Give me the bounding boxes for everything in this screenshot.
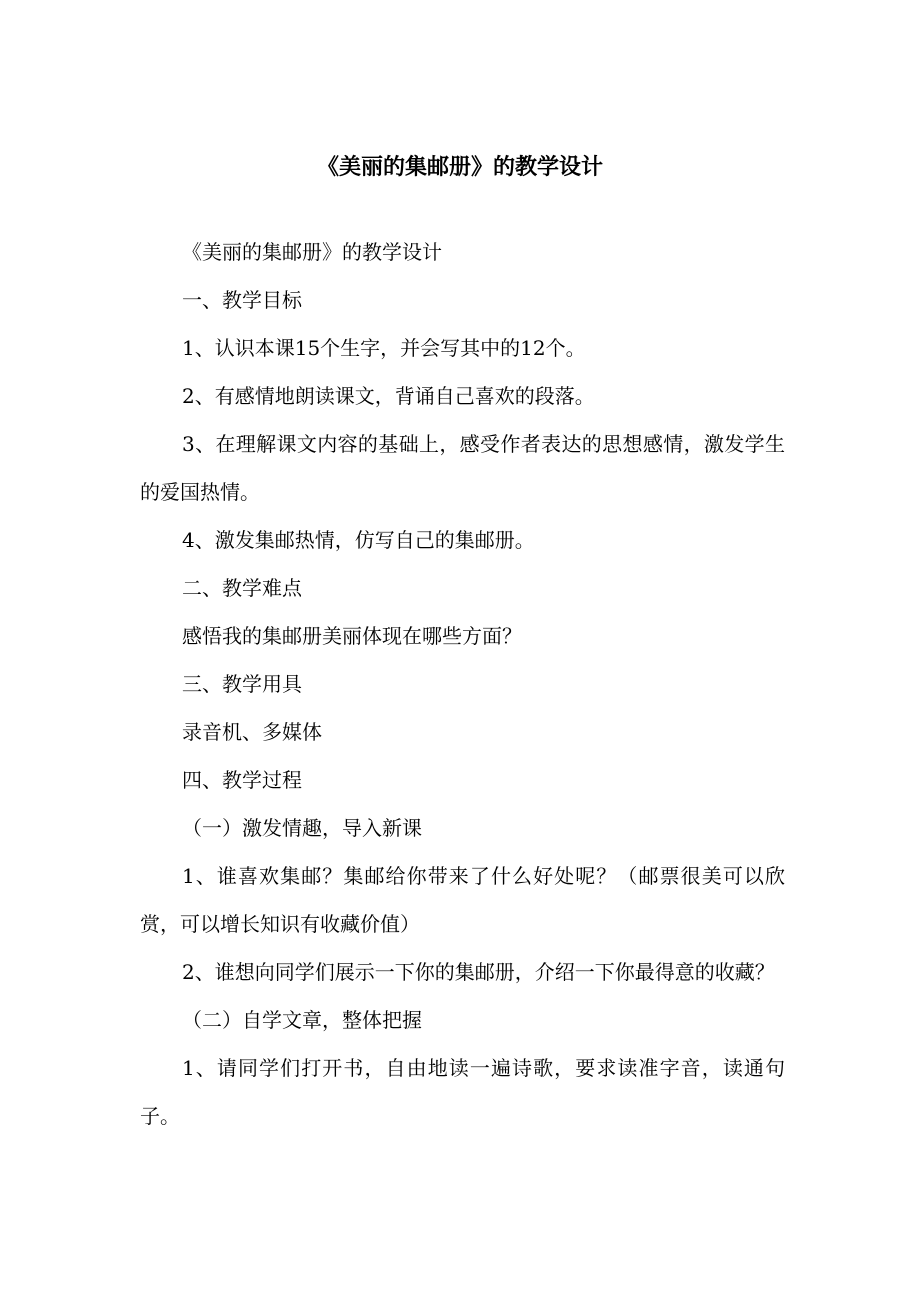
heading-teaching-difficulty: 二、教学难点 (182, 576, 302, 600)
heading-teaching-goals: 一、教学目标 (182, 288, 302, 312)
paragraph-tools: 录音机、多媒体 (182, 720, 322, 744)
paragraph-goal-4: 4、激发集邮热情，仿写自己的集邮册。 (182, 528, 535, 552)
paragraph-goal-2: 2、有感情地朗读课文，背诵自己喜欢的段落。 (182, 384, 595, 408)
paragraph-difficulty: 感悟我的集邮册美丽体现在哪些方面？ (182, 624, 522, 648)
subheading-step-2: （二）自学文章，整体把握 (182, 1008, 422, 1032)
paragraph-step-2-item-1: 1、请同学们打开书，自由地读一遍诗歌，要求读准字音，读通句子。 (140, 1056, 785, 1128)
subheading-step-1: （一）激发情趣，导入新课 (182, 816, 422, 840)
paragraph-subtitle: 《美丽的集邮册》的教学设计 (182, 240, 442, 264)
heading-teaching-tools: 三、教学用具 (182, 672, 302, 696)
document-body (140, 228, 785, 1140)
paragraph-goal-3: 3、在理解课文内容的基础上，感受作者表达的思想感情，激发学生的爱国热情。 (140, 432, 785, 504)
heading-teaching-process: 四、教学过程 (182, 768, 302, 792)
paragraph-step-1-item-1: 1、谁喜欢集邮？集邮给你带来了什么好处呢？（邮票很美可以欣赏，可以增长知识有收藏价值） (140, 864, 785, 936)
paragraph-step-1-item-2: 2、谁想向同学们展示一下你的集邮册，介绍一下你最得意的收藏？ (182, 960, 775, 984)
document-title: 《美丽的集邮册》的教学设计 (316, 155, 603, 180)
paragraph-goal-1: 1、认识本课15个生字，并会写其中的12个。 (182, 336, 586, 360)
